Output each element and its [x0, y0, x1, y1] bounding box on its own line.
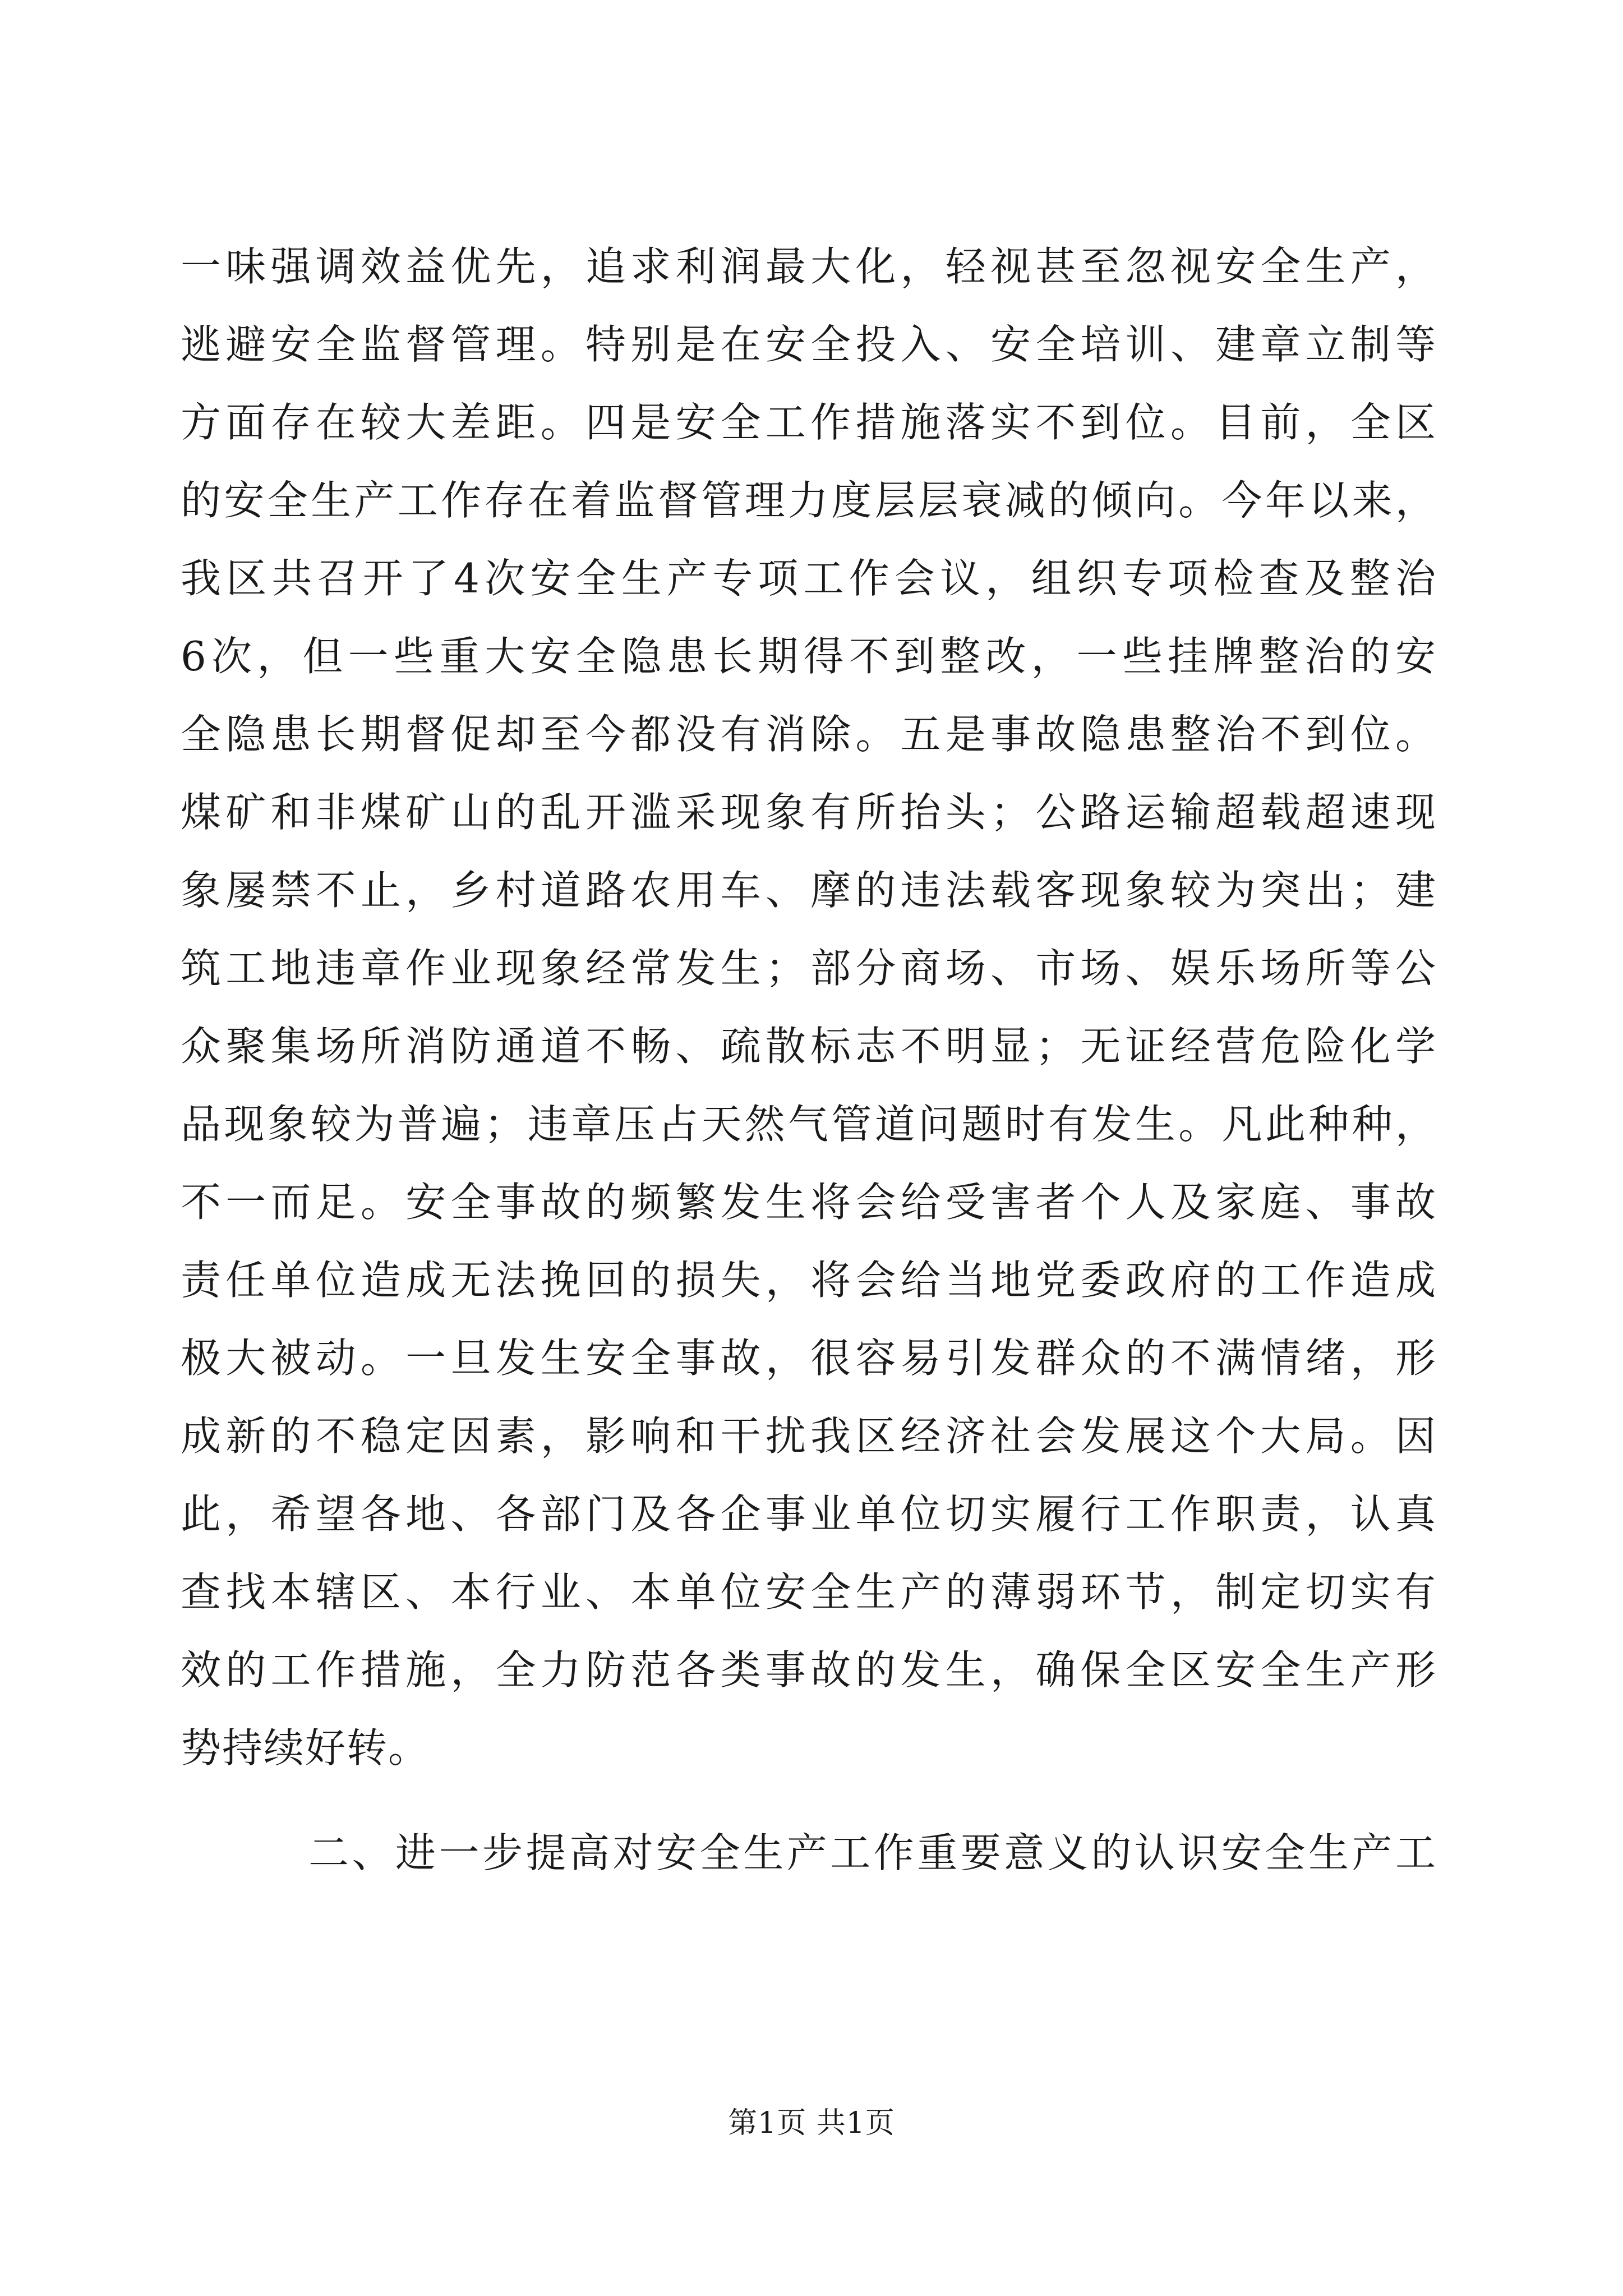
- text-line: 此，希望各地、各部门及各企事业单位切实履行工作职责，认真: [181, 1490, 1437, 1538]
- text-line: 煤矿和非煤矿山的乱开滥采现象有所抬头；公路运输超载超速现: [181, 789, 1437, 836]
- text-line: 查找本辖区、本行业、本单位安全生产的薄弱环节，制定切实有: [181, 1568, 1437, 1616]
- text-line: 逃避安全监督管理。特别是在安全投入、安全培训、建章立制等: [181, 321, 1437, 368]
- text-line: 不一而足。安全事故的频繁发生将会给受害者个人及家庭、事故: [181, 1179, 1437, 1226]
- page-footer: 第1页 共1页: [728, 2106, 895, 2140]
- text-line: 责任单位造成无法挽回的损失，将会给当地党委政府的工作造成: [181, 1257, 1437, 1304]
- paragraph-gap: [181, 1787, 1437, 1814]
- text-line: 势持续好转。: [181, 1724, 430, 1772]
- text-line: 方面存在较大差距。四是安全工作措施落实不到位。目前，全区: [181, 399, 1437, 446]
- section-heading-line: 二、进一步提高对安全生产工作重要意义的认识安全生产工: [308, 1829, 1437, 1876]
- text-line: 的安全生产工作存在着监督管理力度层层衰减的倾向。今年以来，: [181, 477, 1437, 524]
- text-line: 效的工作措施，全力防范各类事故的发生，确保全区安全生产形: [181, 1646, 1437, 1694]
- text-line: 象屡禁不止，乡村道路农用车、摩的违法载客现象较为突出；建: [181, 867, 1437, 914]
- text-line: 筑工地违章作业现象经常发生；部分商场、市场、娱乐场所等公: [181, 945, 1437, 992]
- text-line: 成新的不稳定因素，影响和干扰我区经济社会发展这个大局。因: [181, 1412, 1437, 1460]
- text-line: 全隐患长期督促却至今都没有消除。五是事故隐患整治不到位。: [181, 711, 1437, 758]
- text-line: 我区共召开了4次安全生产专项工作会议，组织专项检查及整治: [181, 555, 1437, 602]
- body-text: [181, 228, 1437, 1892]
- text-line: 品现象较为普遍；违章压占天然气管道问题时有发生。凡此种种，: [181, 1101, 1437, 1148]
- text-line: 一味强调效益优先，追求利润最大化，轻视甚至忽视安全生产，: [181, 243, 1437, 290]
- text-line: 6次，但一些重大安全隐患长期得不到整改，一些挂牌整治的安: [181, 633, 1437, 680]
- text-line: 众聚集场所消防通道不畅、疏散标志不明显；无证经营危险化学: [181, 1023, 1437, 1070]
- text-line: 极大被动。一旦发生安全事故，很容易引发群众的不满情绪，形: [181, 1335, 1437, 1382]
